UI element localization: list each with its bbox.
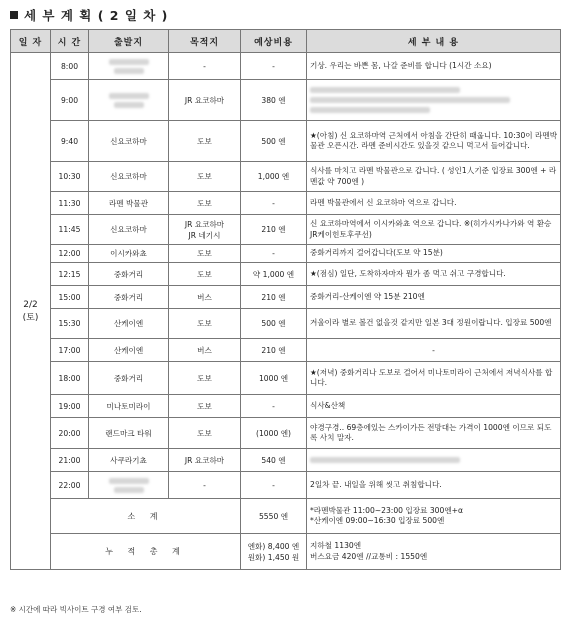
to-cell: 도보: [169, 245, 241, 263]
table-row: [11, 245, 561, 263]
detail-cell: ★(저녁) 중화거리나 도보로 걸어서 미나토미라이 근처에서 저녁식사를 합니다.: [307, 362, 561, 395]
footnote: ※ 시간에 따라 빅사이트 구경 여부 검토.: [10, 605, 142, 614]
table-row: [11, 121, 561, 162]
to-cell: 도보: [169, 395, 241, 418]
from-cell: 신요코하마: [89, 121, 169, 162]
header-from: 출발지: [89, 30, 169, 53]
cost-cell: 210 엔: [241, 339, 307, 362]
total-row-label: 누 적 총 계: [51, 534, 241, 570]
table-row: [11, 472, 561, 499]
detail-cell: 식사&산책: [307, 395, 561, 418]
to-cell: -: [169, 472, 241, 499]
to-cell: 버스: [169, 286, 241, 309]
table-header-row: [11, 30, 561, 53]
time-cell: 8:00: [51, 53, 89, 80]
redacted-text: [310, 97, 510, 103]
cost-cell: -: [241, 53, 307, 80]
from-cell: 산케이엔: [89, 309, 169, 339]
redacted-text: [310, 457, 460, 463]
to-cell: JR 요코하마: [169, 449, 241, 472]
from-cell: [89, 472, 169, 499]
cost-cell: 500 엔: [241, 309, 307, 339]
to-cell: JR 요코하마 JR 네기시: [169, 215, 241, 245]
to-cell: 도보: [169, 309, 241, 339]
cost-cell: (1000 엔): [241, 418, 307, 449]
subtotal-row: [11, 499, 561, 534]
cost-cell: 1,000 엔: [241, 162, 307, 192]
date-cell: 2/2 (토): [11, 53, 51, 570]
from-cell: 이시카와쵸: [89, 245, 169, 263]
from-cell: 미나토미라이: [89, 395, 169, 418]
cost-cell: 약 1,000 엔: [241, 263, 307, 286]
subtotal-row-label: 소 계: [51, 499, 241, 534]
from-cell: 중화거리: [89, 263, 169, 286]
to-cell: JR 요코하마: [169, 80, 241, 121]
detail-cell: 라멘 박물관에서 신 요코하마 역으로 갑니다.: [307, 192, 561, 215]
time-cell: 17:00: [51, 339, 89, 362]
time-cell: 19:00: [51, 395, 89, 418]
to-cell: 도보: [169, 362, 241, 395]
time-cell: 10:30: [51, 162, 89, 192]
time-cell: 21:00: [51, 449, 89, 472]
schedule-table: [10, 29, 561, 570]
time-cell: 9:00: [51, 80, 89, 121]
detail-cell: [307, 449, 561, 472]
time-cell: 12:15: [51, 263, 89, 286]
header-date: 일 자: [11, 30, 51, 53]
from-cell: 중화거리: [89, 362, 169, 395]
detail-cell: 겨울이라 별로 볼건 없을것 같지만 일본 3대 정원이랍니다. 입장료 500엔: [307, 309, 561, 339]
to-cell: 도보: [169, 162, 241, 192]
table-row: [11, 162, 561, 192]
time-cell: 22:00: [51, 472, 89, 499]
table-row: [11, 80, 561, 121]
table-row: [11, 418, 561, 449]
detail-cell: -: [307, 339, 561, 362]
time-cell: 11:30: [51, 192, 89, 215]
cost-cell: 540 엔: [241, 449, 307, 472]
redacted-text: [310, 107, 430, 113]
header-time: 시 간: [51, 30, 89, 53]
total-row-cost: 엔화) 8,400 엔 원화) 1,450 원: [241, 534, 307, 570]
cost-cell: -: [241, 192, 307, 215]
header-cost: 예상비용: [241, 30, 307, 53]
time-cell: 20:00: [51, 418, 89, 449]
cost-cell: 210 엔: [241, 286, 307, 309]
redacted-text: [109, 93, 149, 99]
from-cell: 산케이엔: [89, 339, 169, 362]
detail-cell: 신 요코하마역에서 이시카와쵸 역으로 갑니다. ※(히가시카나가와 역 환승 JR케이힌토후쿠선): [307, 215, 561, 245]
time-cell: 12:00: [51, 245, 89, 263]
table-row: [11, 286, 561, 309]
detail-cell: ★(점심) 일단, 도착하자마자 뭔가 좀 먹고 쉬고 구경합니다.: [307, 263, 561, 286]
subtotal-row-detail: *라멘박물관 11:00~23:00 입장료 300엔+α *산케이엔 09:00~16:30 입장료 500엔: [307, 499, 561, 534]
cost-cell: -: [241, 395, 307, 418]
time-cell: 9:40: [51, 121, 89, 162]
from-cell: 라멘 박물관: [89, 192, 169, 215]
table-row: [11, 449, 561, 472]
from-cell: [89, 53, 169, 80]
section-title: 세 부 계 획 ( 2 일 차 ): [10, 6, 168, 24]
to-cell: 도보: [169, 263, 241, 286]
to-cell: 버스: [169, 339, 241, 362]
total-row: [11, 534, 561, 570]
table-row: [11, 215, 561, 245]
from-cell: 랜드마크 타워: [89, 418, 169, 449]
detail-cell: 야경구경.. 69층에있는 스카이가든 전망대는 가격이 1000엔 이므로 되도록 사치 말자.: [307, 418, 561, 449]
redacted-text: [114, 487, 144, 493]
from-cell: 신요코하마: [89, 162, 169, 192]
cost-cell: -: [241, 245, 307, 263]
header-detail: 세 부 내 용: [307, 30, 561, 53]
redacted-text: [109, 478, 149, 484]
detail-cell: 식사를 마치고 라멘 박물관으로 갑니다. ( 성인1人기준 입장료 300엔 + 라멘값 약 700엔 ): [307, 162, 561, 192]
cost-cell: 1000 엔: [241, 362, 307, 395]
time-cell: 11:45: [51, 215, 89, 245]
total-row-detail: 지하철 1130엔 버스요금 420엔 //교통비 : 1550엔: [307, 534, 561, 570]
square-bullet-icon: [10, 11, 18, 19]
cost-cell: 500 엔: [241, 121, 307, 162]
time-cell: 18:00: [51, 362, 89, 395]
from-cell: 신요코하마: [89, 215, 169, 245]
table-row: [11, 309, 561, 339]
table-row: [11, 339, 561, 362]
redacted-text: [114, 102, 144, 108]
time-cell: 15:30: [51, 309, 89, 339]
table-row: [11, 362, 561, 395]
redacted-text: [109, 59, 149, 65]
cost-cell: 210 엔: [241, 215, 307, 245]
detail-cell: [307, 80, 561, 121]
cost-cell: -: [241, 472, 307, 499]
to-cell: 도보: [169, 121, 241, 162]
to-cell: 도보: [169, 418, 241, 449]
to-cell: 도보: [169, 192, 241, 215]
detail-cell: 중화거리-산케이엔 약 15분 210엔: [307, 286, 561, 309]
table-row: [11, 395, 561, 418]
subtotal-row-cost: 5550 엔: [241, 499, 307, 534]
from-cell: 사쿠라기쵸: [89, 449, 169, 472]
table-row: [11, 263, 561, 286]
detail-cell: ★(아침) 신 요코하마역 근처에서 아침을 간단히 때웁니다. 10:30이 라멘박물관 오픈시간. 라멘 준비시간도 있을것 같으니 먹고서 들어갑니다.: [307, 121, 561, 162]
detail-cell: 중화거리까지 걸어갑니다(도보 약 15분): [307, 245, 561, 263]
from-cell: 중화거리: [89, 286, 169, 309]
detail-cell: 2일차 끝. 내일을 위해 씻고 취침합니다.: [307, 472, 561, 499]
to-cell: -: [169, 53, 241, 80]
header-to: 목적지: [169, 30, 241, 53]
table-row: [11, 192, 561, 215]
detail-cell: 기상. 우리는 바쁜 몸, 나갈 준비를 합니다 (1시간 소요): [307, 53, 561, 80]
table-row: [11, 53, 561, 80]
cost-cell: 380 엔: [241, 80, 307, 121]
redacted-text: [310, 87, 460, 93]
from-cell: [89, 80, 169, 121]
redacted-text: [114, 68, 144, 74]
time-cell: 15:00: [51, 286, 89, 309]
